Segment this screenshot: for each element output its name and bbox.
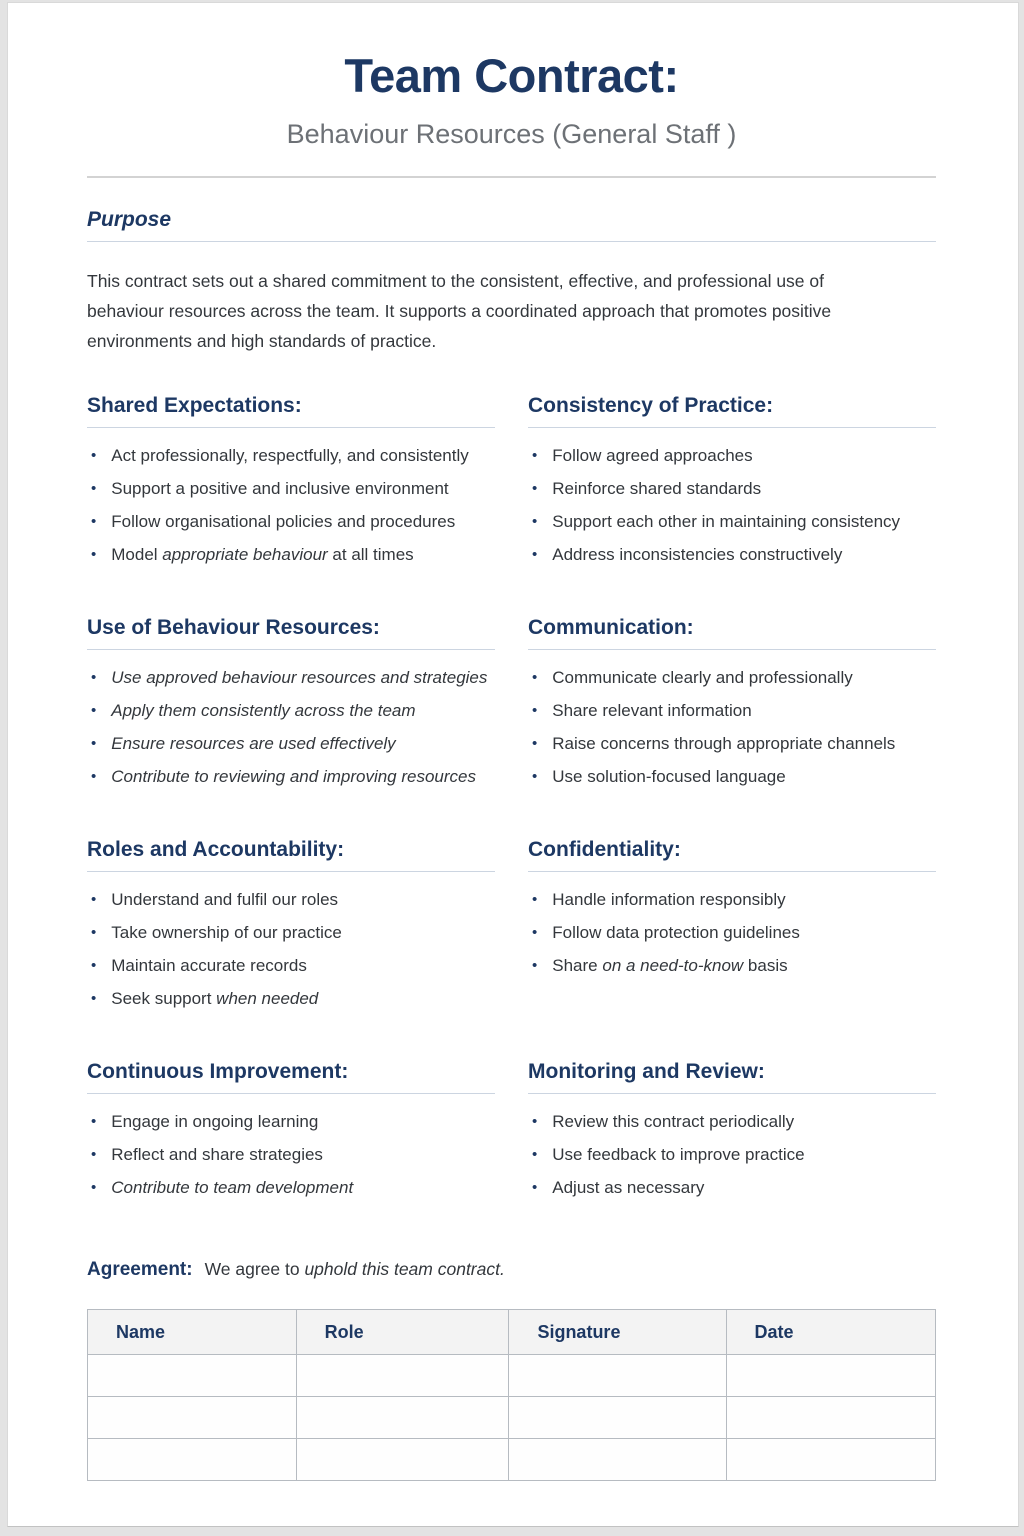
header-divider <box>87 176 936 178</box>
bullet-text: Maintain accurate records <box>111 956 307 976</box>
bullet-text: Review this contract periodically <box>552 1112 795 1132</box>
page-title: Team Contract: <box>344 49 679 102</box>
bullet-text: Model appropriate behaviour at all times <box>111 545 414 565</box>
bullet-text: Engage in ongoing learning <box>111 1112 319 1132</box>
bullet-list <box>528 668 936 787</box>
bullet-text: Ensure resources are used effectively <box>111 734 396 754</box>
bullet-text: Use feedback to improve practice <box>552 1145 805 1165</box>
bullet-text: Handle information responsibly <box>552 890 786 910</box>
signature-table-header-cell: Role <box>296 1310 509 1355</box>
bullet-item <box>87 479 495 499</box>
bullet-dot-icon: • <box>91 891 97 909</box>
signature-table-header-cell: Signature <box>509 1310 726 1355</box>
bullet-dot-icon: • <box>532 891 538 909</box>
signature-table-row <box>88 1355 936 1397</box>
bullet-text: Communicate clearly and professionally <box>552 668 853 688</box>
bullet-item <box>87 923 495 943</box>
bullet-dot-icon: • <box>532 669 538 687</box>
agreement-text: We agree to uphold this team contract. <box>204 1259 505 1280</box>
bullet-text: Seek support when needed <box>111 989 319 1009</box>
bullet-dot-icon: • <box>91 702 97 720</box>
section-heading: Consistency of Practice: <box>528 394 936 428</box>
bullet-dot-icon: • <box>91 1146 97 1164</box>
bullet-item <box>87 890 495 910</box>
bullet-text: Take ownership of our practice <box>111 923 342 943</box>
purpose-heading: Purpose <box>87 208 936 242</box>
bullet-text: Follow organisational policies and procedures <box>111 512 456 532</box>
bullet-dot-icon: • <box>532 924 538 942</box>
bullet-dot-icon: • <box>532 546 538 564</box>
signature-table-header-cell: Name <box>88 1310 297 1355</box>
section-heading: Communication: <box>528 616 936 650</box>
bullet-item <box>528 1145 936 1165</box>
doc-section <box>528 838 936 1022</box>
bullet-item <box>87 734 495 754</box>
bullet-text: Support a positive and inclusive environment <box>111 479 449 499</box>
signature-table-empty-cell <box>88 1439 297 1481</box>
bullet-dot-icon: • <box>91 513 97 531</box>
signature-table-empty-cell <box>509 1397 726 1439</box>
bullet-text: Share relevant information <box>552 701 752 721</box>
bullet-text: Reflect and share strategies <box>111 1145 323 1165</box>
bullet-item <box>528 479 936 499</box>
bullet-list <box>528 1112 936 1198</box>
signature-table-empty-cell <box>88 1355 297 1397</box>
bullet-text: Act professionally, respectfully, and consistently <box>111 446 469 466</box>
bullet-list <box>87 668 495 787</box>
bullet-dot-icon: • <box>532 1179 538 1197</box>
bullet-dot-icon: • <box>91 768 97 786</box>
bullet-item <box>528 734 936 754</box>
bullet-dot-icon: • <box>532 702 538 720</box>
bullet-text: Follow agreed approaches <box>552 446 753 466</box>
bullet-item <box>87 956 495 976</box>
bullet-item <box>528 701 936 721</box>
bullet-item <box>528 545 936 565</box>
signature-table-empty-cell <box>726 1355 935 1397</box>
bullet-dot-icon: • <box>532 513 538 531</box>
bullet-text: Contribute to team development <box>111 1178 354 1198</box>
bullet-dot-icon: • <box>532 957 538 975</box>
bullet-dot-icon: • <box>532 447 538 465</box>
bullet-text: Contribute to reviewing and improving resources <box>111 767 477 787</box>
bullet-item <box>528 512 936 532</box>
signature-table-row <box>88 1397 936 1439</box>
signature-table <box>87 1309 936 1481</box>
doc-section <box>87 616 495 800</box>
signature-table-empty-cell <box>88 1397 297 1439</box>
section-heading: Confidentiality: <box>528 838 936 872</box>
bullet-text: Use solution-focused language <box>552 767 786 787</box>
bullet-item <box>87 668 495 688</box>
document-page <box>7 2 1019 1527</box>
bullet-text: Apply them consistently across the team <box>111 701 416 721</box>
bullet-text: Raise concerns through appropriate channels <box>552 734 896 754</box>
section-heading: Use of Behaviour Resources: <box>87 616 495 650</box>
bullet-dot-icon: • <box>532 480 538 498</box>
signature-table-body <box>88 1355 936 1481</box>
bullet-dot-icon: • <box>91 447 97 465</box>
bullet-dot-icon: • <box>91 957 97 975</box>
bullet-item <box>87 1178 495 1198</box>
bullet-item <box>528 1178 936 1198</box>
signature-table-empty-cell <box>296 1397 509 1439</box>
bullet-item <box>87 446 495 466</box>
page-subtitle: Behaviour Resources (General Staff ) <box>286 119 737 150</box>
agreement-line <box>87 1259 936 1281</box>
signature-table-empty-cell <box>726 1439 935 1481</box>
bullet-item <box>528 1112 936 1132</box>
bullet-item <box>87 701 495 721</box>
bullet-dot-icon: • <box>91 480 97 498</box>
section-heading: Monitoring and Review: <box>528 1060 936 1094</box>
signature-table-empty-cell <box>509 1439 726 1481</box>
doc-section <box>528 394 936 578</box>
bullet-text: Reinforce shared standards <box>552 479 762 499</box>
signature-table-empty-cell <box>296 1355 509 1397</box>
bullet-text: Follow data protection guidelines <box>552 923 800 943</box>
bullet-dot-icon: • <box>532 1146 538 1164</box>
bullet-text: Use approved behaviour resources and strategies <box>111 668 488 688</box>
bullet-list <box>87 1112 495 1198</box>
bullet-dot-icon: • <box>91 735 97 753</box>
bullet-dot-icon: • <box>532 735 538 753</box>
bullet-item <box>87 545 495 565</box>
bullet-list <box>528 890 936 976</box>
signature-table-row <box>88 1439 936 1481</box>
bullet-list <box>87 890 495 1009</box>
bullet-text: Address inconsistencies constructively <box>552 545 843 565</box>
signature-table-empty-cell <box>296 1439 509 1481</box>
bullet-item <box>528 767 936 787</box>
doc-section <box>87 1060 495 1211</box>
signature-table-header-row <box>88 1310 936 1355</box>
doc-section <box>87 838 495 1022</box>
bullet-item <box>528 668 936 688</box>
bullet-text: Share on a need-to-know basis <box>552 956 788 976</box>
bullet-dot-icon: • <box>91 669 97 687</box>
bullet-dot-icon: • <box>91 546 97 564</box>
purpose-section <box>87 208 936 356</box>
section-heading: Continuous Improvement: <box>87 1060 495 1094</box>
bullet-dot-icon: • <box>532 768 538 786</box>
bullet-item <box>87 512 495 532</box>
doc-section <box>87 394 495 578</box>
agreement-label: Agreement: <box>87 1259 193 1281</box>
bullet-item <box>528 890 936 910</box>
bullet-dot-icon: • <box>532 1113 538 1131</box>
bullet-text: Understand and fulfil our roles <box>111 890 339 910</box>
bullet-dot-icon: • <box>91 1113 97 1131</box>
bullet-list <box>87 446 495 565</box>
bullet-dot-icon: • <box>91 990 97 1008</box>
doc-section <box>528 616 936 800</box>
bullet-item <box>528 956 936 976</box>
signature-table-empty-cell <box>726 1397 935 1439</box>
section-heading: Shared Expectations: <box>87 394 495 428</box>
bullet-dot-icon: • <box>91 1179 97 1197</box>
doc-section <box>528 1060 936 1211</box>
bullet-item <box>87 1112 495 1132</box>
bullet-item <box>87 1145 495 1165</box>
sections-grid <box>87 394 936 1211</box>
signature-table-empty-cell <box>509 1355 726 1397</box>
bullet-item <box>87 989 495 1009</box>
document-header <box>87 49 936 150</box>
bullet-item <box>528 446 936 466</box>
document-content <box>8 49 1018 1481</box>
section-heading: Roles and Accountability: <box>87 838 495 872</box>
bullet-text: Support each other in maintaining consistency <box>552 512 901 532</box>
signature-table-header-cell: Date <box>726 1310 935 1355</box>
bullet-list <box>528 446 936 565</box>
bullet-dot-icon: • <box>91 924 97 942</box>
purpose-paragraph: This contract sets out a shared commitment to the consistent, effective, and professional use of behaviour resources across the team. It supports a coordinated approach that promotes positive environments and high standards of practice. <box>87 271 832 352</box>
bullet-text: Adjust as necessary <box>552 1178 705 1198</box>
bullet-item <box>528 923 936 943</box>
bullet-item <box>87 767 495 787</box>
